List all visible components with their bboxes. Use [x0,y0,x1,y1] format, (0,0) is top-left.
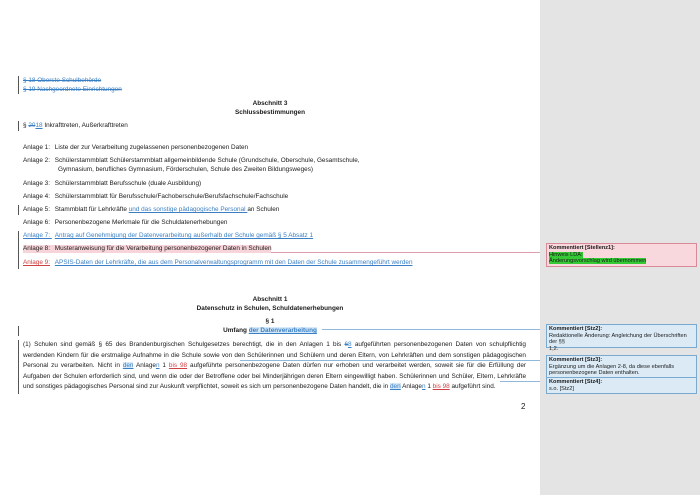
inserted-text[interactable]: 8 [348,341,352,348]
annex-text: Schülerstammblatt Berufsschule (duale Ausbildung) [54,180,202,187]
annex-text: Stammblatt für Lehrkräfte [54,206,129,213]
comment-header: Kommentiert [Stz4]: [549,379,603,385]
comment-line: 1,2. [549,345,559,352]
annex-label: Anlage 8: [23,245,51,252]
paragraph-inkrafttreten [23,122,128,130]
page-number: 2 [521,402,526,411]
title-plain: Umfang [223,327,249,334]
comment-line: Änderungsvorschlag wird übernommen [549,258,647,265]
annex-text: Antrag auf Genehmigung der Datenverarbeitung außerhalb der Schule gemäß § 5 Absatz 1 [54,232,314,239]
comment-stz3[interactable] [546,355,697,379]
body-paragraph-1: (1) Schulen sind gemäß § 65 des Brandenburgischen Schulgesetzes berechtigt, die in den Anlagen 1 bis 68 aufgeführten personenbezogenen Daten von schulpflichtig werdenden Kindern für die erstmalige Aufnahme in die Schule sowie von den Schülerinnen und Schülern und deren Eltern, von Lehrkräften und dem sonstigen pädagogischen Personal zu verarbeiten. Nicht in den Anlagen 1 bis 98 aufgeführte personenbezogene Daten dürfen nur erhoben und verarbeitet werden, soweit sie für die Erfüllung der Aufgaben der Schulen erforderlich sind, und wenn die oder der Betroffene oder bei Minderjährigen deren Eltern eingewilligt haben. Schülerinnen und Schüler, Eltern, Lehrkräfte und sonstiges pädagogisches Personal sind zur Auskunft verpflichtet, soweit es sich um personenbezogene Daten handelt, die in den Anlagen 1 bis 98 aufgeführt sind. [23,341,527,391]
inserted-text[interactable]: n [421,383,426,391]
comment-line: Hinweis LDA: [549,251,583,258]
annex-row-3 [23,180,201,188]
paragraph-sign: § [23,122,29,129]
change-bar [18,121,19,131]
annex-row-6 [23,219,227,227]
inserted-text[interactable]: den [122,362,134,370]
annex-row-1 [23,144,248,152]
annex-row-7[interactable] [23,232,313,240]
annex-text: Liste der zur Verarbeitung zugelassenen personenbezogenen Daten [54,144,249,151]
annex-label: Anlage 3: [23,180,51,187]
annex-row-2-cont: Gymnasium, berufliches Gymnasium, Förderschulen, Schule des Zweiten Bildungsweges) [58,166,314,173]
section-1-heading: Abschnitt 1 [252,296,288,303]
comment-stz2[interactable] [546,324,697,352]
annex-label: Anlage 6: [23,219,51,226]
annex-row-8[interactable] [23,245,271,253]
inserted-text[interactable]: bis 98 [168,362,188,370]
comment-connector [322,329,546,330]
annex-label: Anlage 7: [23,232,51,239]
annex-label: Anlage 2: [23,157,51,164]
section-3-heading: Abschnitt 3 [252,100,288,107]
annex-row-4 [23,193,288,201]
annex-label: Anlage 4: [23,193,51,200]
comment-line: Ergänzung um die Anlagen 2-8, da diese ebenfalls [549,363,675,370]
change-bar [18,340,19,394]
inserted-text[interactable]: und das sonstige pädagogische Personal [128,206,248,213]
comment-connector [240,360,546,361]
toc-entry-19[interactable]: § 19 Nachgeordnete Einrichtungen [23,86,122,93]
annex-text: Musteranweisung für die Verarbeitung personenbezogener Daten in Schulen [54,245,272,252]
annex-row-5 [23,206,279,214]
section-3-subheading: Schlussbestimmungen [235,109,305,116]
section-1-subheading: Datenschutz in Schulen, Schuldatenerhebungen [196,305,344,312]
comment-line: s.o. [Stz2] [549,385,574,392]
comment-stz4[interactable] [546,377,697,394]
annex-text-after: an Schulen [247,206,280,213]
deleted-number[interactable]: 20 [28,122,36,129]
comment-header: Kommentiert [Stz3]: [549,357,603,363]
annex-label: Anlage 5: [23,206,51,213]
comment-line: Redaktionelle Änderung: Angleichung der Überschriften der §§ [549,332,687,346]
deleted-text[interactable]: 6 [344,341,349,348]
inserted-number[interactable]: 18 [35,122,43,129]
title-inserted[interactable]: der Datenverarbeitung [248,327,317,334]
annex-text: Personenbezogene Merkmale für die Schuldatenerhebungen [54,219,228,226]
paragraph-1-number: § 1 [265,318,275,325]
comment-line: personenbezogene Daten enthalten. [549,370,640,377]
comment-header: Kommentiert [Stellenz1]: [549,245,615,251]
change-bar [18,76,19,94]
inserted-text[interactable]: den [389,383,401,391]
change-bar [18,205,19,215]
annex-row-2 [23,157,360,165]
change-bar [18,231,19,269]
annex-label: Anlage 1: [23,144,51,151]
inserted-text[interactable]: bis 98 [432,383,450,391]
annex-label: Anlage 9: [23,259,51,266]
inserted-text[interactable]: n [155,362,160,370]
toc-entry-18[interactable]: § 18 Oberste Schulbehörde [23,77,102,84]
paragraph-title: Inkrafttreten, Außerkrafttreten [42,122,128,129]
comment-stellenz1[interactable] [546,243,697,267]
annex-text: APSIS-Daten der Lehrkräfte, die aus dem Personalverwaltungsprogramm mit den Daten der Schule zusammengeführt werden [54,259,413,266]
comment-connector [271,252,546,253]
annex-row-9[interactable] [23,259,413,267]
annex-text: Schülerstammblatt Schülerstammblatt allgemeinbildende Schule (Grundschule, Oberschule, Gesamtschule, [54,157,360,164]
comment-header: Kommentiert [Stz2]: [549,326,603,332]
annex-text: Schülerstammblatt für Berufsschule/Fachoberschule/Berufsfachschule/Fachschule [54,193,289,200]
